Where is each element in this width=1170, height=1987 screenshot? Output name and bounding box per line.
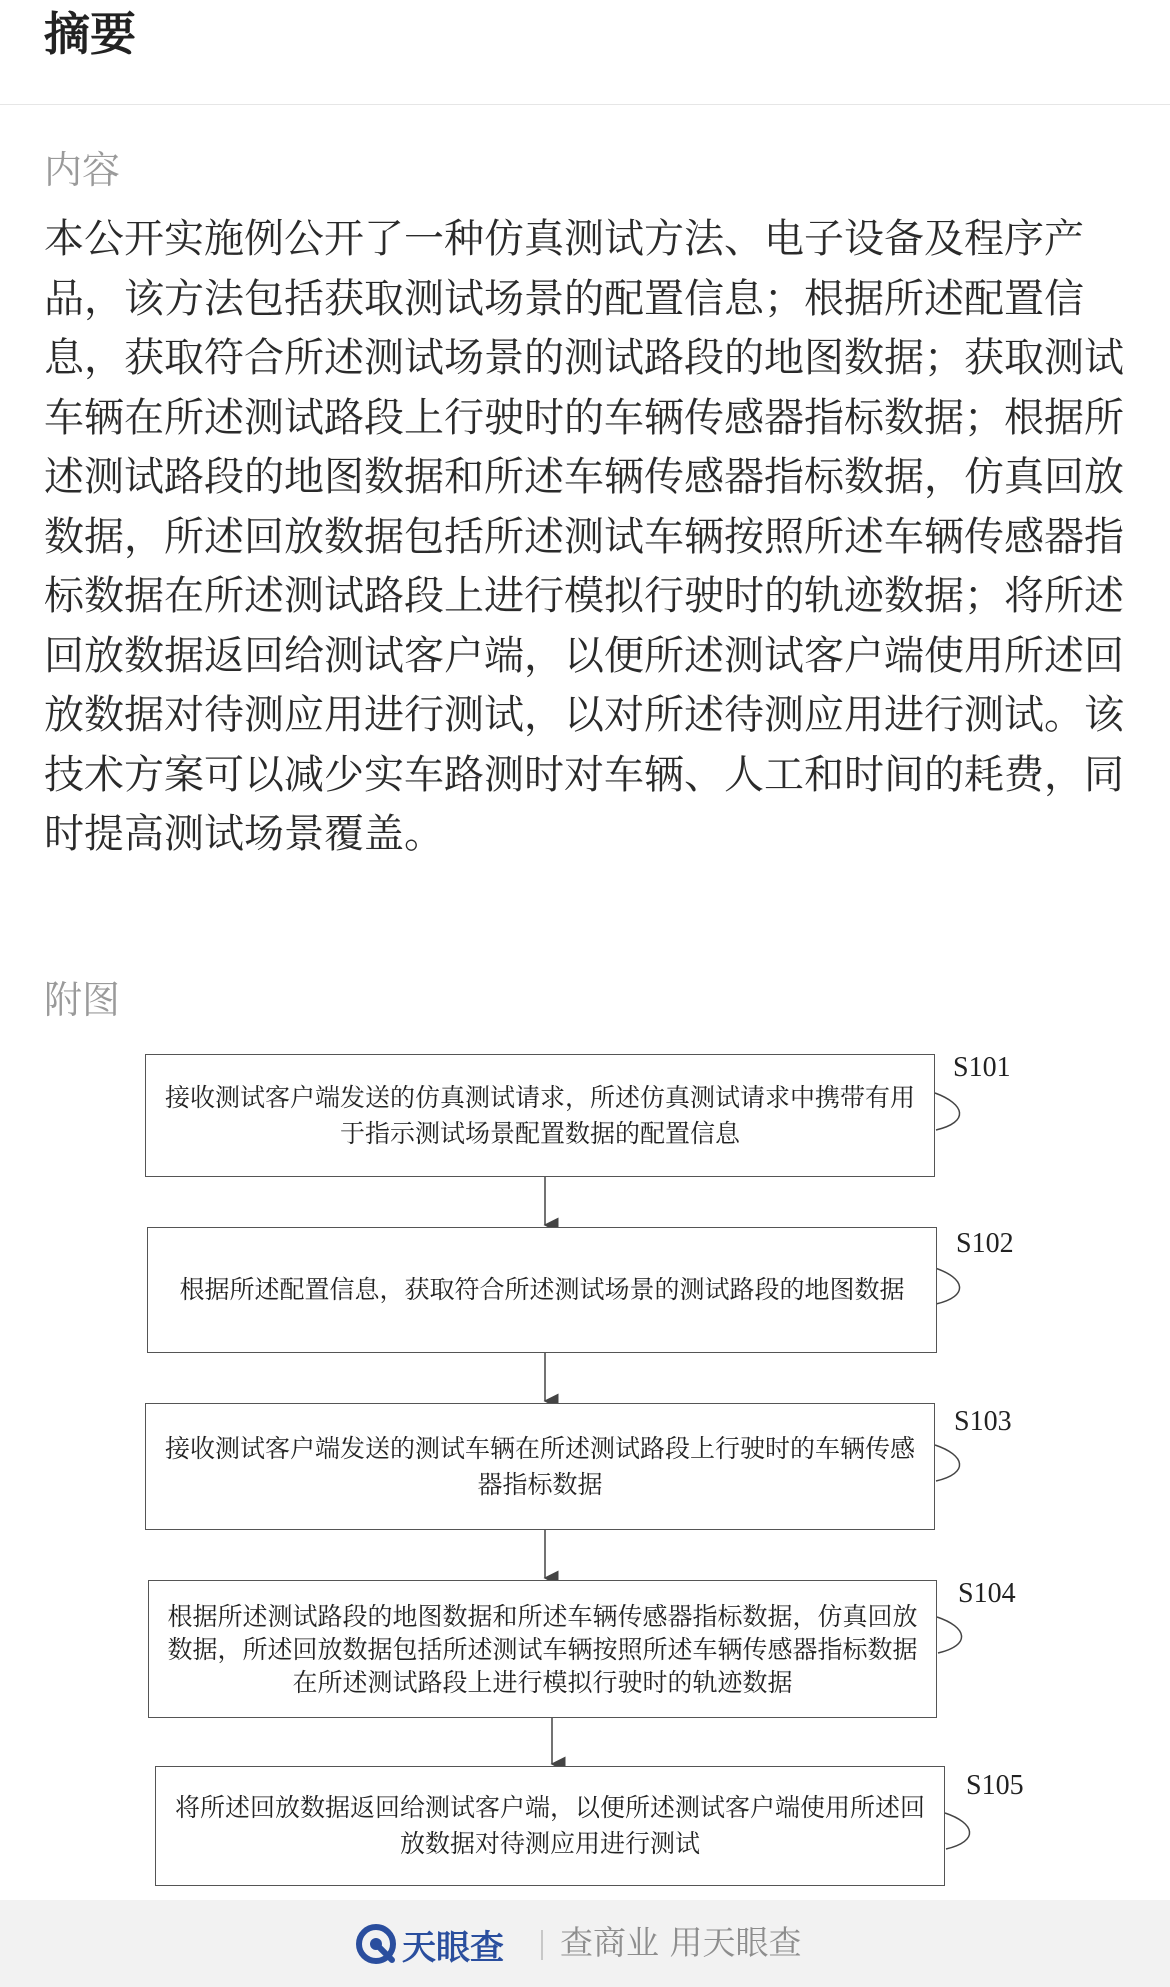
content-label: 内容 — [44, 148, 121, 192]
flow-step-s104 — [148, 1580, 937, 1718]
footer-divider — [541, 1930, 543, 1960]
flow-step-text: 根据所述测试路段的地图数据和所述车辆传感器指标数据，仿真回放数据，所述回放数据包括所述测试车辆按照所述车辆传感器指标数据在所述测试路段上进行模拟行驶时的轨迹数据 — [167, 1601, 918, 1697]
figure-label: 附图 — [44, 978, 121, 1022]
flow-step-id: S105 — [966, 1770, 1024, 1801]
flow-step-s103 — [145, 1403, 935, 1530]
flow-step-id: S102 — [956, 1228, 1014, 1259]
step-pointer-s102 — [935, 1268, 960, 1304]
footer-slogan: 查商业 用天眼查 — [560, 1923, 802, 1962]
flow-step-text: 将所述回放数据返回给测试客户端，以便所述测试客户端使用所述回放数据对待测应用进行测试 — [174, 1793, 925, 1858]
step-pointer-s103 — [935, 1445, 960, 1481]
footer-bar — [0, 1900, 1170, 1987]
abstract-text: 本公开实施例公开了一种仿真测试方法、电子设备及程序产品，该方法包括获取测试场景的配置信息；根据所述配置信息，获取符合所述测试场景的测试路段的地图数据；获取测试车辆在所述测试路段上行驶时的车辆传感器指标数据；根据所述测试路段的地图数据和所述车辆传感器指标数据，仿真回放数据，所述回放数据包括所述测试车辆按照所述车辆传感器指标数据在所述测试路段上进行模拟行驶时的轨迹数据；将所述回放数据返回给测试客户端，以便所述测试客户端使用所述回放数据对待测应用进行测试，以对所述待测应用进行测试。该技术方案可以减少实车路测时对车辆、人工和时间的耗费，同时提高测试场景覆盖。 — [44, 216, 1124, 857]
flow-step-s105 — [155, 1766, 945, 1886]
brand-name: 天眼查 — [402, 1927, 504, 1968]
tianyancha-logo-icon — [356, 1924, 396, 1964]
flow-step-text: 接收测试客户端发送的测试车辆在所述测试路段上行驶时的车辆传感器指标数据 — [164, 1433, 915, 1499]
flow-step-s101 — [145, 1054, 935, 1177]
brand — [356, 1922, 504, 1966]
flow-step-id: S103 — [954, 1406, 1012, 1437]
flow-step-id: S101 — [953, 1052, 1011, 1083]
step-pointer-s104 — [937, 1617, 962, 1653]
flow-step-text: 根据所述配置信息，获取符合所述测试场景的测试路段的地图数据 — [179, 1275, 905, 1304]
page-title: 摘要 — [44, 7, 136, 61]
flow-step-s102 — [147, 1227, 937, 1353]
step-pointer-s101 — [935, 1093, 960, 1130]
flow-step-id: S104 — [958, 1578, 1016, 1609]
page-header — [0, 0, 1170, 105]
flow-step-text: 接收测试客户端发送的仿真测试请求，所述仿真测试请求中携带有用于指示测试场景配置数据的配置信息 — [164, 1082, 915, 1148]
flowchart — [0, 1040, 1170, 1900]
step-pointer-s105 — [945, 1813, 970, 1849]
